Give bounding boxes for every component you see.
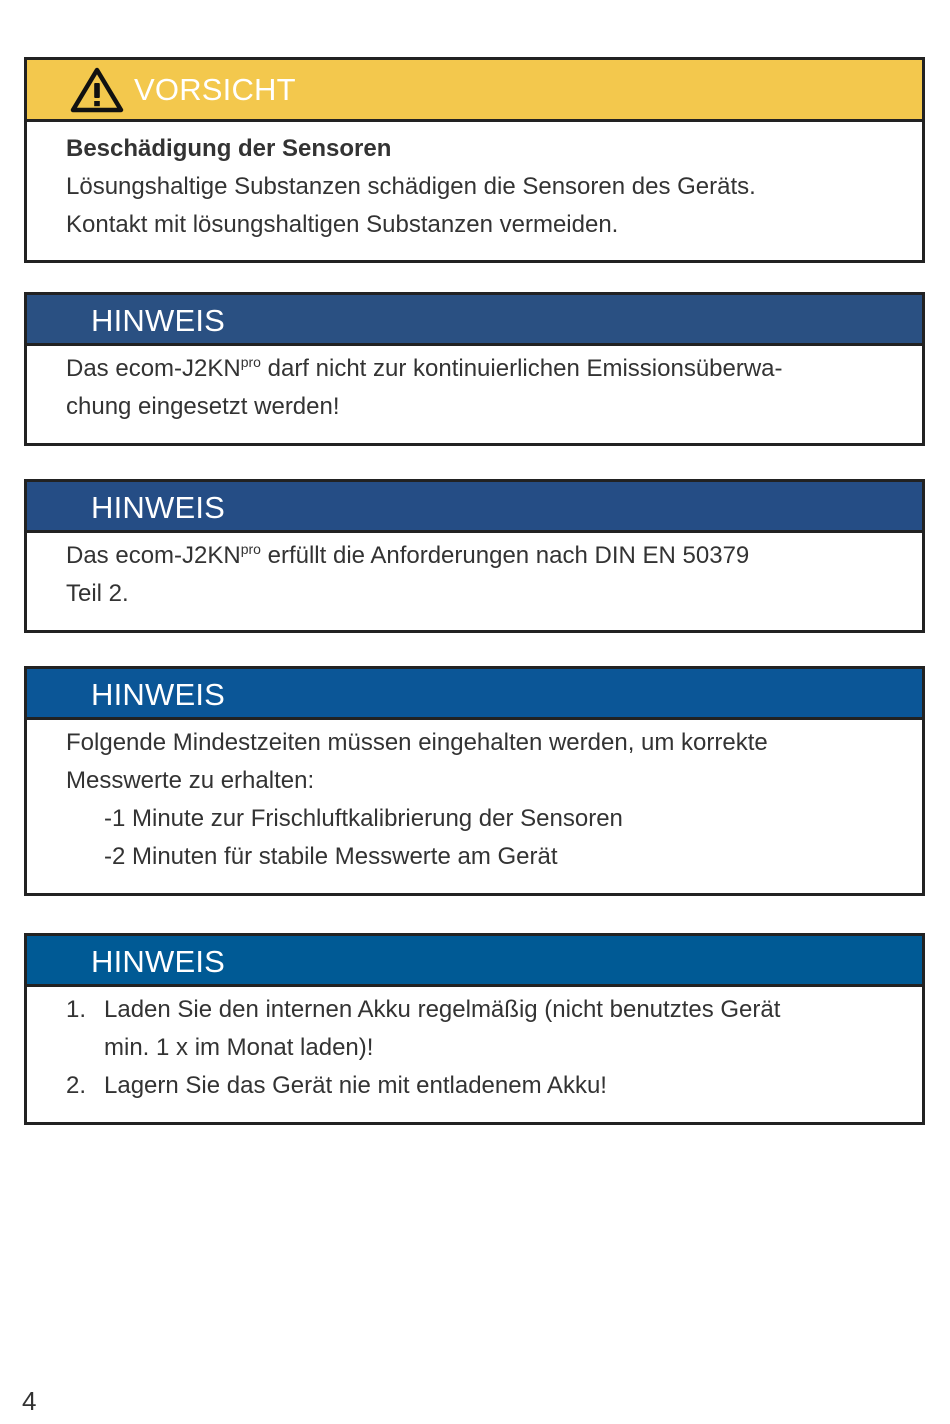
notice-body — [27, 720, 922, 893]
notice-box — [24, 292, 925, 446]
device-superscript: pro — [240, 541, 261, 557]
list-item-number: 2. — [66, 1072, 87, 1099]
notice-text-line: Messwerte zu erhalten: — [66, 767, 315, 794]
notice-text-line: Teil 2. — [66, 580, 129, 607]
device-superscript: pro — [240, 354, 261, 370]
notice-header — [27, 482, 922, 533]
numbered-list — [66, 991, 922, 1105]
notice-box — [24, 666, 925, 896]
notice-box — [24, 479, 925, 633]
notice-title: HINWEIS — [91, 677, 226, 712]
warning-triangle-icon — [70, 67, 124, 113]
caution-box — [24, 57, 925, 263]
notice-text-line: chung eingesetzt werden! — [66, 393, 340, 420]
notice-text: erfüllt die Anforderungen nach DIN EN 50379 — [260, 542, 750, 569]
notice-body — [27, 346, 922, 443]
list-item-number: 1. — [66, 996, 87, 1023]
device-name: Das ecom-J2KN — [66, 355, 241, 382]
notice-text-line — [66, 537, 922, 575]
list-item — [66, 1067, 922, 1105]
caution-text-line: Kontakt mit lösungshaltigen Substanzen vermeiden. — [66, 211, 619, 238]
notice-header — [27, 936, 922, 987]
list-item-line: Laden Sie den internen Akku regelmäßig (nicht benutztes Gerät — [104, 996, 781, 1023]
notice-text-line: Folgende Mindestzeiten müssen eingehalten werden, um korrekte — [66, 729, 768, 756]
caution-text-line: Lösungshaltige Substanzen schädigen die Sensoren des Geräts. — [66, 173, 756, 200]
notice-header — [27, 295, 922, 346]
list-item-text — [104, 991, 780, 1067]
notice-box — [24, 933, 925, 1125]
notice-title: HINWEIS — [91, 944, 226, 979]
notice-title: HINWEIS — [91, 490, 226, 525]
caution-heading: Beschädigung der Sensoren — [66, 135, 392, 162]
device-name: Das ecom-J2KN — [66, 542, 241, 569]
list-item-text: Lagern Sie das Gerät nie mit entladenem Akku! — [104, 1072, 607, 1099]
list-item-line: min. 1 x im Monat laden)! — [104, 1034, 374, 1061]
notice-body — [27, 987, 922, 1122]
list-item — [66, 991, 922, 1067]
notice-header — [27, 669, 922, 720]
notice-body — [27, 533, 922, 630]
page-number: 4 — [22, 1386, 37, 1416]
caution-title: VORSICHT — [134, 71, 296, 107]
notice-list-item: -1 Minute zur Frischluftkalibrierung der Sensoren — [104, 805, 623, 832]
notice-list-item: -2 Minuten für stabile Messwerte am Gerät — [104, 843, 558, 870]
caution-body — [27, 122, 922, 260]
caution-header — [27, 60, 922, 122]
notice-text-line — [66, 350, 922, 388]
notice-text: darf nicht zur kontinuierlichen Emissionsüberwa- — [260, 355, 783, 382]
notice-title: HINWEIS — [91, 303, 226, 338]
